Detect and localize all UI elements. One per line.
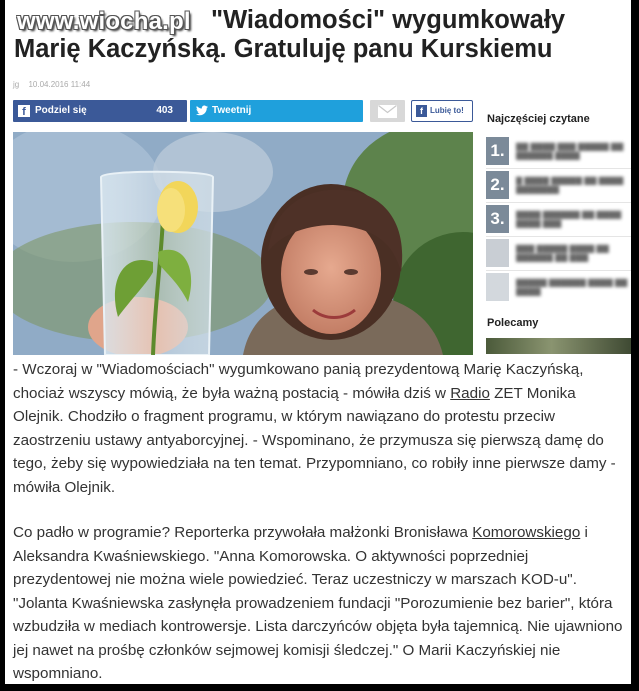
- divider: [486, 168, 631, 169]
- page-title: "Wiadomości" wygumkowały Marię Kaczyńską. Gratuluję panu Kurskiemu: [14, 6, 566, 63]
- item-number: 4.: [486, 239, 509, 267]
- article-meta: [13, 80, 97, 89]
- item-number: 5.: [486, 273, 509, 301]
- paragraph-text: - Wczoraj w "Wiadomościach" wygumkowano panią prezydentową Marię Kaczyńską, chociaż wszyscy mówią, że była ważną postacią - mówiła dziś w: [13, 361, 584, 402]
- most-read-item[interactable]: [486, 205, 631, 233]
- most-read-item[interactable]: [486, 239, 631, 267]
- article-page: [5, 0, 631, 684]
- tweet-button[interactable]: [190, 100, 363, 122]
- paragraph-text: ZET Monika Olejnik. Chodziło o fragment programu, w którym nawiązano do protestu przeciw zaostrzeniu ustawy antyaborcyjnej. - Wspominano, że przymusza się pierwszą damę do tego, żeby się wypowiedziała na ten temat. Przypomniano, co robiły inne pierwsze damy - mówiła Olejnik.: [13, 384, 616, 496]
- blurred-title: ▇▇▇ ▇▇▇▇▇ ▇▇▇▇ ▇▇ ▇▇▇▇▇▇ ▇▇ ▇▇▇: [516, 244, 609, 262]
- article-photo: [13, 132, 473, 355]
- photo-scene: [13, 132, 473, 355]
- facebook-share-label: Podziel się: [35, 105, 87, 116]
- most-read-title: Najczęściej czytane: [487, 113, 590, 125]
- paragraph-text: i Aleksandra Kwaśniewskiego. "Anna Komorowska. O aktywności poprzedniej prezydentowej nie można wiele powiedzieć. Teraz uczestniczy w marszach KOD-u". "Jolanta Kwaśniewska zasłynęła prowadzeniem fundacji "Porozumienie bez barier", która wzbudziła w mediach kontrowersje. Lista darczyńców objęta była tajemnicą. Nie ujawniono jej nawet na prośbę członków sejmowej komisji śledczej." O Marii Kaczyńskiej nie wspomniano.: [13, 524, 623, 682]
- most-read-item[interactable]: [486, 273, 631, 301]
- facebook-share-count: 403: [156, 105, 173, 116]
- recommended-title: Polecamy: [487, 317, 539, 329]
- like-label: Lubię to!: [430, 106, 464, 115]
- divider: [486, 202, 631, 203]
- article-body: [13, 358, 625, 684]
- author: jg: [13, 80, 20, 89]
- divider: [486, 270, 631, 271]
- envelope-icon: [378, 105, 397, 118]
- komorowski-link[interactable]: Komorowskiego: [472, 524, 581, 541]
- sidebar: [486, 104, 631, 354]
- item-number: 3.: [486, 205, 509, 233]
- recommended-thumbnail[interactable]: [486, 338, 631, 354]
- facebook-share-button[interactable]: [13, 100, 187, 122]
- site-watermark: www.wiocha.pl: [17, 8, 191, 35]
- item-number: 2.: [486, 171, 509, 199]
- divider: [486, 236, 631, 237]
- article-paragraph: [13, 521, 625, 684]
- tweet-label: Tweetnij: [212, 105, 252, 116]
- article-paragraph: [13, 358, 625, 499]
- most-read-item[interactable]: [486, 171, 631, 199]
- facebook-icon: f: [416, 105, 427, 117]
- most-read-item[interactable]: [486, 137, 631, 165]
- twitter-bird-icon: [196, 105, 208, 117]
- blurred-title: ▇▇▇▇▇ ▇▇▇▇▇▇ ▇▇▇▇ ▇▇ ▇▇▇▇: [516, 278, 628, 296]
- blurred-title: ▇▇▇▇ ▇▇▇▇▇▇ ▇▇ ▇▇▇▇ ▇▇▇▇ ▇▇▇: [516, 210, 622, 228]
- item-number: 1.: [486, 137, 509, 165]
- paragraph-text: Co padło w programie? Reporterka przywołała małżonki Bronisława: [13, 524, 473, 541]
- email-share-button[interactable]: [370, 100, 405, 122]
- publish-date: 10.04.2016 11:44: [28, 80, 91, 89]
- blurred-title: ▇▇ ▇▇▇▇ ▇▇▇ ▇▇▇▇▇ ▇▇ ▇▇▇▇▇▇ ▇▇▇▇: [516, 142, 624, 160]
- radio-link[interactable]: Radio: [450, 384, 490, 402]
- facebook-icon: f: [18, 105, 30, 117]
- blurred-title: ▇ ▇▇▇▇ ▇▇▇▇▇ ▇▇ ▇▇▇▇ ▇▇▇▇▇▇▇: [516, 176, 624, 194]
- facebook-like-button[interactable]: [411, 100, 473, 122]
